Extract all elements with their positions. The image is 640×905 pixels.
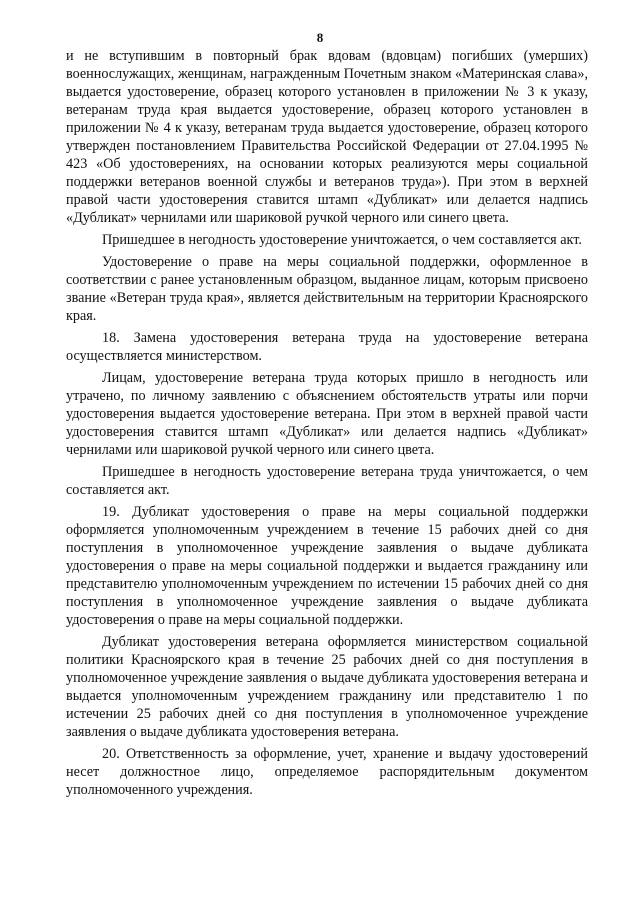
paragraph-old-certificate-validity: Удостоверение о праве на меры социальной поддержки, оформленное в соответствии с ранее установленным образцом, выданное лицам, которым присвоено звание «Ветеран труда края», является действительным на территории Красноярского края. <box>66 254 588 324</box>
paragraph-item-18: 18. Замена удостоверения ветерана труда на удостоверение ветерана осуществляется министерством. <box>66 330 588 364</box>
paragraph-duplicate-veteran-certificate: Дубликат удостоверения ветерана оформляется министерством социальной политики Красноярского края в течение 25 рабочих дней со дня поступления в уполномоченное учреждение заявления о выдаче дубликата удостоверения ветерана и выдается уполномоченным учреждением гражданину или представителю 1 по истечении 25 рабочих дней со дня поступления в уполномоченное учреждение заявления о выдаче дубликата удостоверения ветерана. <box>66 634 588 740</box>
paragraph-lost-certificate: Лицам, удостоверение ветерана труда которых пришло в негодность или утрачено, по личному заявлению с объяснением обстоятельств утраты или порчи удостоверения выдается удостоверение ветерана. При этом в верхней правой части удостоверения ставится штамп «Дубликат» или делается надпись «Дубликат» чернилами или шариковой ручкой черного или синего цвета. <box>66 370 588 458</box>
page-number: 8 <box>316 30 324 45</box>
paragraph-continuation: и не вступившим в повторный брак вдовам (вдовцам) погибших (умерших) военнослужащих, женщинам, награжденным Почетным знаком «Материнская слава», выдается удостоверение, образец которого установлен в приложении № 3 к указу, ветеранам труда края выдается удостоверение, образец которого установлен в приложении № 4 к указу, ветеранам труда выдается удостоверение, образец которого утвержден постановлением Правительства Российской Федерации от 27.04.1995 № 423 «Об удостоверениях, на основании которых реализуются меры социальной поддержки ветеранов военной службы и ветеранов труда»). При этом в верхней правой части удостоверения ставится штамп «Дубликат» или делается надпись «Дубликат» чернилами или шариковой ручкой черного или синего цвета. <box>66 48 588 226</box>
paragraph-item-19: 19. Дубликат удостоверения о праве на меры социальной поддержки оформляется уполномоченным учреждением в течение 15 рабочих дней со дня поступления в уполномоченное учреждение заявления о выдаче дубликата удостоверения о праве на меры социальной поддержки и выдается гражданину или представителю уполномоченным учреждением по истечении 15 рабочих дней со дня поступления в уполномоченное учреждение заявления о выдаче дубликата удостоверения о праве на меры социальной поддержки. <box>66 504 588 628</box>
paragraph-item-20: 20. Ответственность за оформление, учет, хранение и выдачу удостоверений несет должностное лицо, определяемое распорядительным документом уполномоченного учреждения. <box>66 746 588 798</box>
paragraph-veteran-certificate-act: Пришедшее в негодность удостоверение ветерана труда уничтожается, о чем составляется акт. <box>66 464 588 498</box>
paragraph-damaged-certificate-act: Пришедшее в негодность удостоверение уничтожается, о чем составляется акт. <box>102 232 582 248</box>
document-body <box>66 47 588 803</box>
